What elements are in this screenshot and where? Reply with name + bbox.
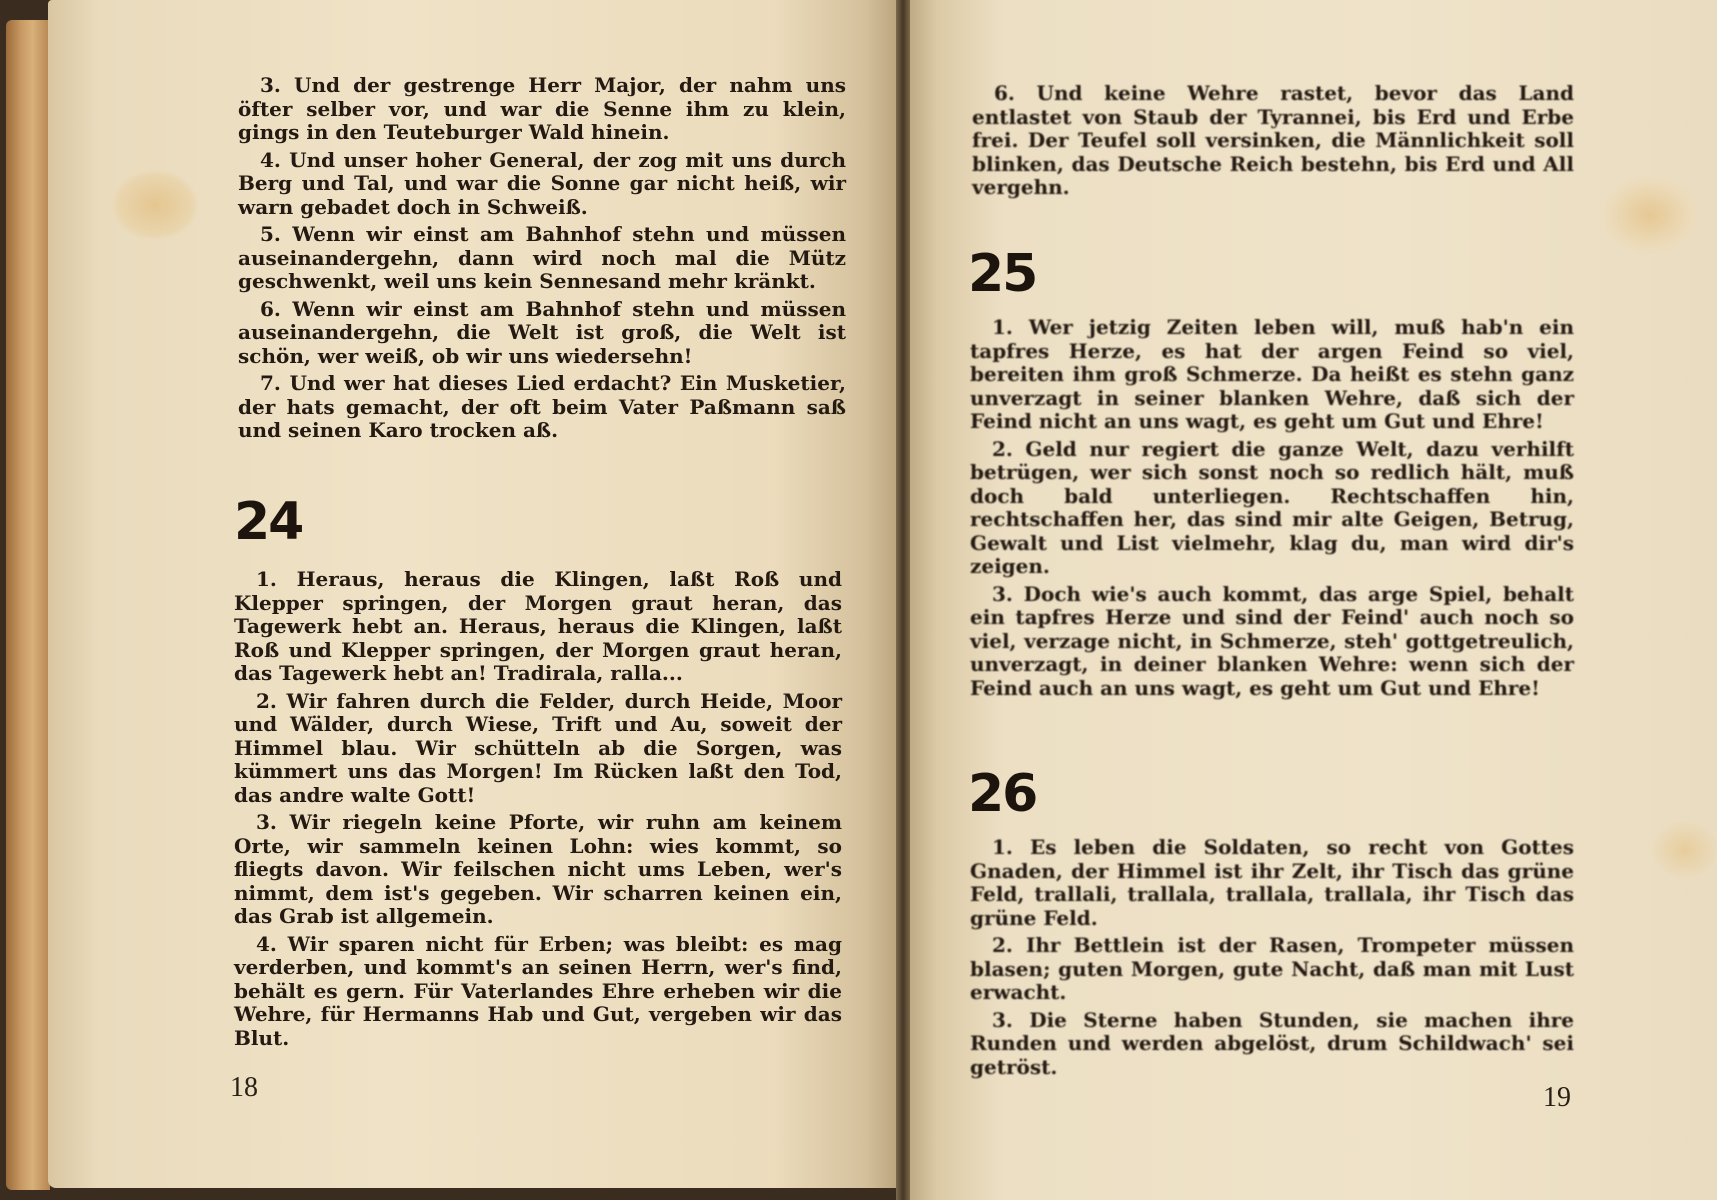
verse: 6. Wenn wir einst am Bahnhof stehn und müssen auseinandergehn, die Welt ist groß, die Welt ist schön, wer weiß, ob wir uns wiedersehn! — [238, 296, 846, 368]
paper-stain — [112, 170, 198, 240]
verse: 3. Wir riegeln keine Pforte, wir ruhn am keinem Orte, wir sammeln keinen Lohn: wies kommt, so fliegts davon. Wir feilschen nicht ums Leben, wer's nimmt, dem ist's gegeben. Wir scharren keinen ein, das Grab ist allgemein. — [234, 810, 842, 928]
verse: 1. Wer jetzig Zeiten leben will, muß hab'n ein tapfres Herze, es hat der argen Feind so viel, bereiten ihm groß Schmerze. Da heißt es stehn ganz unverzagt in seiner blanken Wehre, daß sich der Feind nicht an uns wagt, es geht um Gut und Ehre! — [970, 315, 1574, 433]
verse: 7. Und wer hat dieses Lied erdacht? Ein Musketier, der hats gemacht, der oft beim Vater Paßmann saß und seinen Karo trocken aß. — [238, 371, 846, 442]
song-number-26: 26 — [968, 764, 1037, 824]
verse: 4. Wir sparen nicht für Erben; was bleibt: es mag verderben, und kommt's an seinen Herrn, wer's find, behält es gern. Für Vaterlandes Ehre erheben wir die Wehre, für Hermanns Hab und Gut, vergeben wir das Blut. — [234, 931, 842, 1050]
verse: 5. Wenn wir einst am Bahnhof stehn und müssen auseinandergehn, dann wird noch mal die Mütz geschwenkt, weil uns kein Sennesand mehr kränkt. — [238, 222, 846, 293]
song-23-continuation — [238, 74, 846, 447]
song-25-text — [970, 316, 1574, 704]
verse: 1. Es leben die Soldaten, so recht von Gottes Gnaden, der Himmel ist ihr Zelt, ihr Tisch das grüne Feld, trallali, trallala, trallala, trallala, ihr Tisch das grüne Feld. — [970, 835, 1574, 930]
verse: 3. Und der gestrenge Herr Major, der nahm uns öfter selber vor, und war die Senne ihm zu klein, gings in den Teuteburger Wald hinein. — [238, 73, 846, 144]
book-gutter — [896, 0, 910, 1200]
verse: 4. Und unser hoher General, der zog mit uns durch Berg und Tal, und war die Sonne gar nicht heiß, wir warn gebadet doch in Schweiß. — [238, 147, 846, 219]
song-24-text — [234, 568, 842, 1054]
verse: 6. Und keine Wehre rastet, bevor das Land entlastet von Staub der Tyrannei, bis Erd und Erbe frei. Der Teufel soll versinken, die Männlichkeit soll blinken, das Deutsche Reich bestehn, bis Erd und All vergehn. — [972, 81, 1574, 199]
verse: 2. Wir fahren durch die Felder, durch Heide, Moor und Wälder, durch Wiese, Trift und Au, soweit der Himmel blau. Wir schütteln ab die Sorgen, was kümmert uns das Morgen! Im Rücken laßt den Tod, das andre walte Gott! — [234, 688, 842, 807]
page-number-left: 18 — [230, 1072, 258, 1103]
verse: 2. Geld nur regiert die ganze Welt, dazu verhilft betrügen, wer sich sonst noch so redlich hält, muß doch bald unterliegen. Rechtschaffen hin, rechtschaffen her, das sind mir alte Geigen, Betrug, Gewalt und List vielmehr, klag du, man wird dir's zeigen. — [970, 436, 1574, 578]
song-23b-continuation — [972, 82, 1574, 204]
verse: 3. Doch wie's auch kommt, das arge Spiel, behalt ein tapfres Herze und sind der Feind' auch noch so viel, verzage nicht, in Schmerze, steh' gottgetreulich, unverzagt, in deiner blanken Wehre: wenn sich der Feind auch an uns wagt, es geht um Gut und Ehre! — [970, 581, 1574, 700]
verse: 1. Heraus, heraus die Klingen, laßt Roß und Klepper springen, der Morgen graut heran, das Tagewerk hebt an. Heraus, heraus die Klingen, laßt Roß und Klepper springen, der Morgen graut heran, das Tagewerk hebt an! Tradirala, ralla... — [234, 567, 842, 685]
paper-stain — [1600, 175, 1700, 255]
page-edges — [6, 20, 50, 1190]
page-number-right: 19 — [1543, 1082, 1571, 1113]
verse: 3. Die Sterne haben Stunden, sie machen ihre Runden und werden abgelöst, drum Schildwach' sei getröst. — [970, 1007, 1574, 1079]
verse: 2. Ihr Bettlein ist der Rasen, Trompeter müssen blasen; guten Morgen, gute Nacht, daß man mit Lust erwacht. — [970, 933, 1574, 1004]
song-26-text — [970, 836, 1574, 1083]
paper-stain — [1650, 820, 1717, 880]
song-number-24: 24 — [234, 492, 303, 552]
song-number-25: 25 — [968, 244, 1037, 304]
